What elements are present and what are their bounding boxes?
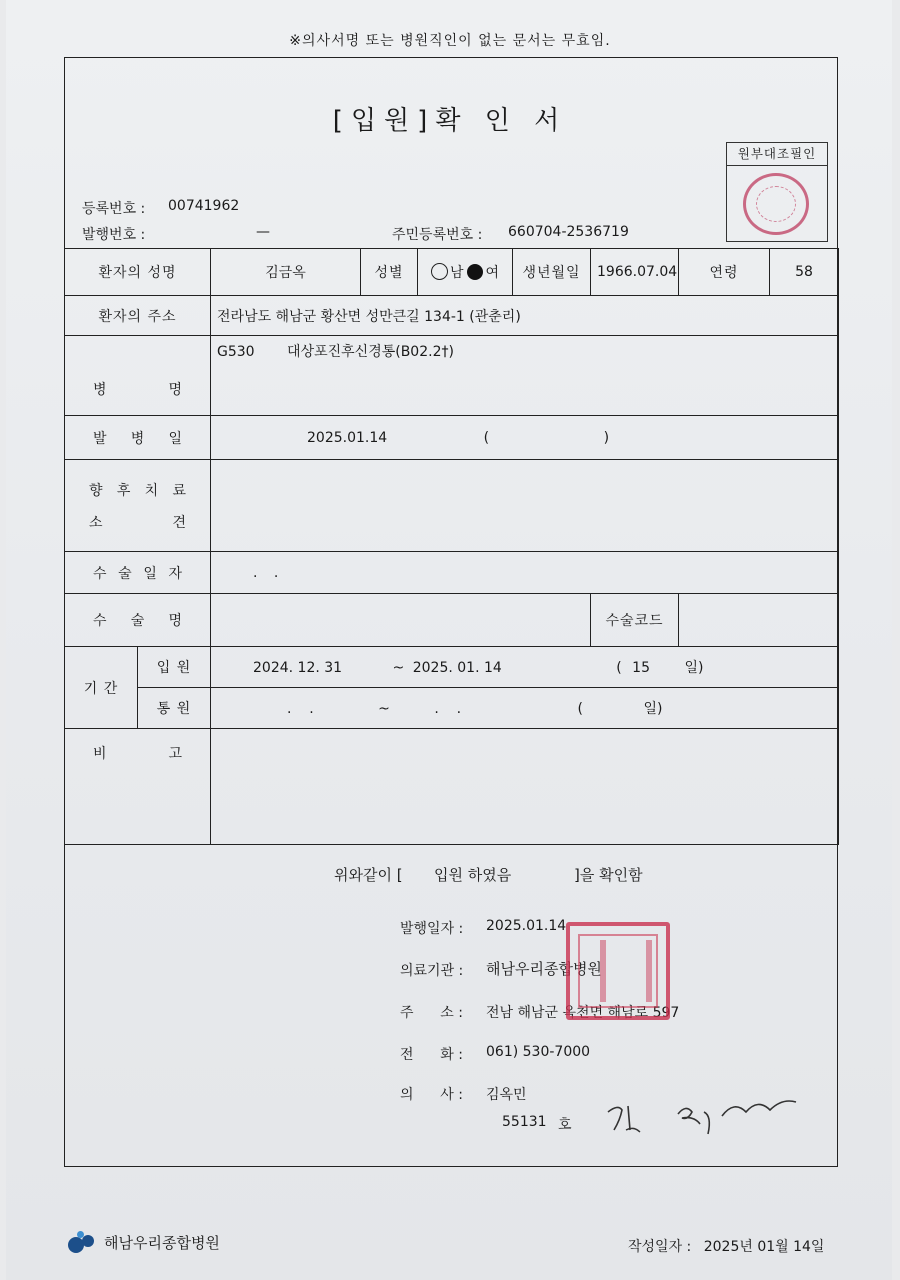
confirm-text: 입원 하였음 xyxy=(434,866,512,884)
patient-row xyxy=(65,249,839,296)
institution-label: 의료기관 : xyxy=(400,963,464,979)
resident-number-label: 주민등록번호 : xyxy=(392,227,483,243)
surgery-date-label: 수 술 일 자 xyxy=(65,552,211,594)
institution-name: 해남우리종합병원 xyxy=(486,960,602,978)
onset-row xyxy=(65,416,839,460)
male-empty-circle-icon xyxy=(431,263,448,280)
surgery-date-row xyxy=(65,552,839,594)
diagnosis-row xyxy=(65,336,839,416)
outpatient-period: . . ~ . . ( 일) xyxy=(211,688,839,729)
female-filled-circle-icon xyxy=(467,264,483,280)
future-treatment-value xyxy=(211,460,839,552)
surgery-date-value: . . xyxy=(211,552,839,594)
admission-period: 2024. 12. 31 ~ 2025. 01. 14 ( 15 일) xyxy=(211,647,839,688)
age-label: 연령 xyxy=(679,249,770,296)
remarks-value xyxy=(211,729,839,845)
hospital-seal-icon xyxy=(566,922,670,1020)
address-value: 전라남도 해남군 황산면 성만큰길 134-1 (관춘리) xyxy=(211,296,839,336)
doctor-label: 의 사 : xyxy=(400,1087,463,1103)
address-label: 환자의 주소 xyxy=(65,296,211,336)
onset-date: 2025.01.14 xyxy=(307,429,388,446)
admission-to: 2025. 01. 14 xyxy=(412,660,502,676)
diagnosis-label: 병 명 xyxy=(65,336,211,416)
verification-seal-icon xyxy=(743,173,809,235)
registration-number: 00741962 xyxy=(168,198,240,214)
sex-label: 성별 xyxy=(361,249,418,296)
outpatient-period-row xyxy=(65,688,839,729)
diagnosis-code: G530 xyxy=(217,344,255,360)
admission-from: 2024. 12. 31 xyxy=(253,660,343,676)
written-date: 작성일자 : 2025년 01월 14일 xyxy=(628,1239,825,1255)
onset-label: 발 병 일 xyxy=(65,416,211,460)
institution-address-label: 주 소 : xyxy=(400,1005,463,1021)
patient-name: 김금옥 xyxy=(211,249,361,296)
outpatient-label: 통 원 xyxy=(138,688,211,729)
license-number: 55131 xyxy=(502,1114,547,1130)
surgery-code-value xyxy=(679,594,839,647)
hospital-logo xyxy=(68,1231,220,1253)
original-check-stamp-box xyxy=(726,142,828,242)
original-check-label: 원부대조필인 xyxy=(727,143,827,166)
admission-label: 입 원 xyxy=(138,647,211,688)
doctor-name: 김옥민 xyxy=(486,1087,527,1103)
admission-days: 15 xyxy=(632,660,650,676)
period-label: 기 간 xyxy=(65,647,138,729)
male-option: 남 xyxy=(449,265,464,281)
surgery-name-row xyxy=(65,594,839,647)
issue-number-label: 발행번호 : xyxy=(82,227,146,243)
confirm-prefix: 위와같이 [ xyxy=(334,866,403,884)
document-title: [입원]확 인 서 xyxy=(332,106,568,136)
age-value: 58 xyxy=(770,249,839,296)
phone-label: 전 화 : xyxy=(400,1047,463,1063)
phone-number: 061) 530-7000 xyxy=(486,1044,591,1060)
future-treatment-label: 향 후 치 료 소 견 xyxy=(65,460,211,552)
female-option: 여 xyxy=(485,265,500,281)
hospital-logo-text: 해남우리종합병원 xyxy=(104,1233,220,1252)
onset-value: 2025.01.14 ( ) xyxy=(211,416,839,460)
future-treatment-row xyxy=(65,460,839,552)
remarks-label: 비 고 xyxy=(65,729,211,845)
address-row xyxy=(65,296,839,336)
dob-value: 1966.07.04 xyxy=(591,249,679,296)
surgery-code-label: 수술코드 xyxy=(591,594,679,647)
institution-address: 전남 해남군 옥천면 해남로 597 xyxy=(486,1005,680,1021)
resident-number: 660704-2536719 xyxy=(508,224,629,240)
diagnosis-name: 대상포진후신경통(B02.2†) xyxy=(287,344,454,360)
dob-label: 생년월일 xyxy=(513,249,591,296)
validity-notice: ※의사서명 또는 병원직인이 없는 문서는 무효임. xyxy=(289,33,611,49)
hospital-logo-icon xyxy=(68,1231,98,1253)
surgery-name-label: 수 술 명 xyxy=(65,594,211,647)
diagnosis-value xyxy=(211,336,839,416)
surgery-name-value xyxy=(211,594,591,647)
issue-date-label: 발행일자 : xyxy=(400,921,464,937)
confirm-suffix: ]을 확인함 xyxy=(574,866,643,884)
remarks-row xyxy=(65,729,839,845)
registration-label: 등록번호 : xyxy=(82,201,146,217)
license-unit: 호 xyxy=(558,1117,572,1133)
sex-selector xyxy=(418,249,513,296)
admission-period-row xyxy=(65,647,839,688)
admission-form-table xyxy=(64,248,839,845)
issue-date: 2025.01.14 xyxy=(486,918,567,934)
doctor-signature-icon xyxy=(600,1090,810,1142)
issue-number: — xyxy=(256,224,270,240)
patient-name-label: 환자의 성명 xyxy=(65,249,211,296)
